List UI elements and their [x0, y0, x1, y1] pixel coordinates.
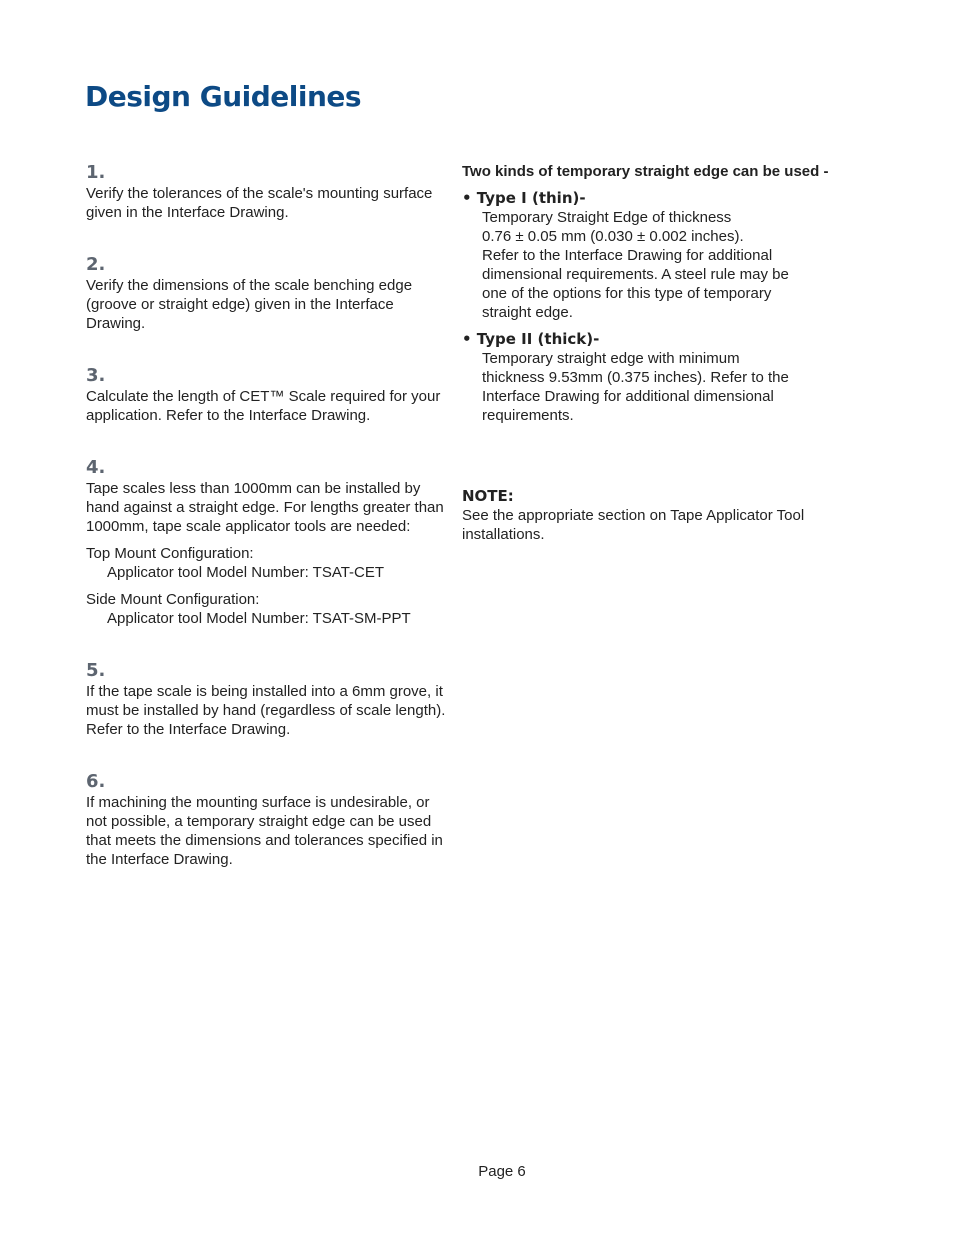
type-line: Refer to the Interface Drawing for additional [482, 247, 773, 264]
step-text: Calculate the length of CET™ Scale required for your application. Refer to the Interface Drawing. [86, 388, 441, 424]
step-text: Verify the tolerances of the scale's mounting surface given in the Interface Drawing. [86, 185, 433, 221]
type-2-thick [462, 330, 832, 425]
config-label: Side Mount Configuration: [86, 591, 260, 608]
config-side-mount [86, 590, 446, 628]
step-text: If the tape scale is being installed into a 6mm grove, it must be installed by hand (regardless of scale length). Refer to the Interface Drawing. [86, 683, 446, 738]
type-line: dimensional requirements. A steel rule may be [482, 266, 789, 283]
type-line: one of the options for this type of temporary [482, 285, 772, 302]
step-1 [86, 162, 446, 222]
config-label: Top Mount Configuration: [86, 545, 254, 562]
step-text: If machining the mounting surface is undesirable, or not possible, a temporary straight edge can be used that meets the dimensions and tolerances specified in the Interface Drawing. [86, 794, 443, 868]
config-model-number: Applicator tool Model Number: TSAT-CET [107, 564, 385, 581]
type-heading: • Type I (thin)- [462, 189, 586, 207]
type-line: 0.76 ± 0.05 mm (0.030 ± 0.002 inches). [482, 228, 744, 245]
type-description [462, 208, 832, 322]
type-heading: • Type II (thick)- [462, 330, 600, 348]
guidelines-column-left [86, 162, 446, 901]
step-2 [86, 254, 446, 333]
step-number: 3. [86, 365, 106, 386]
step-text: Tape scales less than 1000mm can be installed by hand against a straight edge. For lengths greater than 1000mm, tape scale applicator tools are needed: [86, 480, 444, 535]
config-top-mount [86, 544, 446, 582]
guidelines-column-right [462, 162, 832, 544]
type-line: Interface Drawing for additional dimensional [482, 388, 774, 405]
type-line: straight edge. [482, 304, 573, 321]
page-title: Design Guidelines [85, 80, 362, 113]
step-4 [86, 457, 446, 628]
step-number: 2. [86, 254, 106, 275]
straight-edge-intro: Two kinds of temporary straight edge can be used - [462, 163, 829, 180]
step-5 [86, 660, 446, 739]
page-number: Page 6 [478, 1163, 526, 1180]
step-6 [86, 771, 446, 869]
note-block [462, 487, 832, 544]
type-line: requirements. [482, 407, 574, 424]
step-number: 4. [86, 457, 106, 478]
note-heading: NOTE: [462, 487, 514, 505]
note-text: See the appropriate section on Tape Applicator Tool installations. [462, 507, 805, 543]
step-number: 5. [86, 660, 106, 681]
step-3 [86, 365, 446, 425]
step-number: 6. [86, 771, 106, 792]
type-description [462, 349, 832, 425]
step-number: 1. [86, 162, 106, 183]
type-line: Temporary Straight Edge of thickness [482, 209, 732, 226]
step-text: Verify the dimensions of the scale benching edge (groove or straight edge) given in the Interface Drawing. [86, 277, 413, 332]
config-model-number: Applicator tool Model Number: TSAT-SM-PPT [107, 610, 411, 627]
type-line: Temporary straight edge with minimum [482, 350, 740, 367]
type-1-thin [462, 189, 832, 322]
type-line: thickness 9.53mm (0.375 inches). Refer to the [482, 369, 789, 386]
